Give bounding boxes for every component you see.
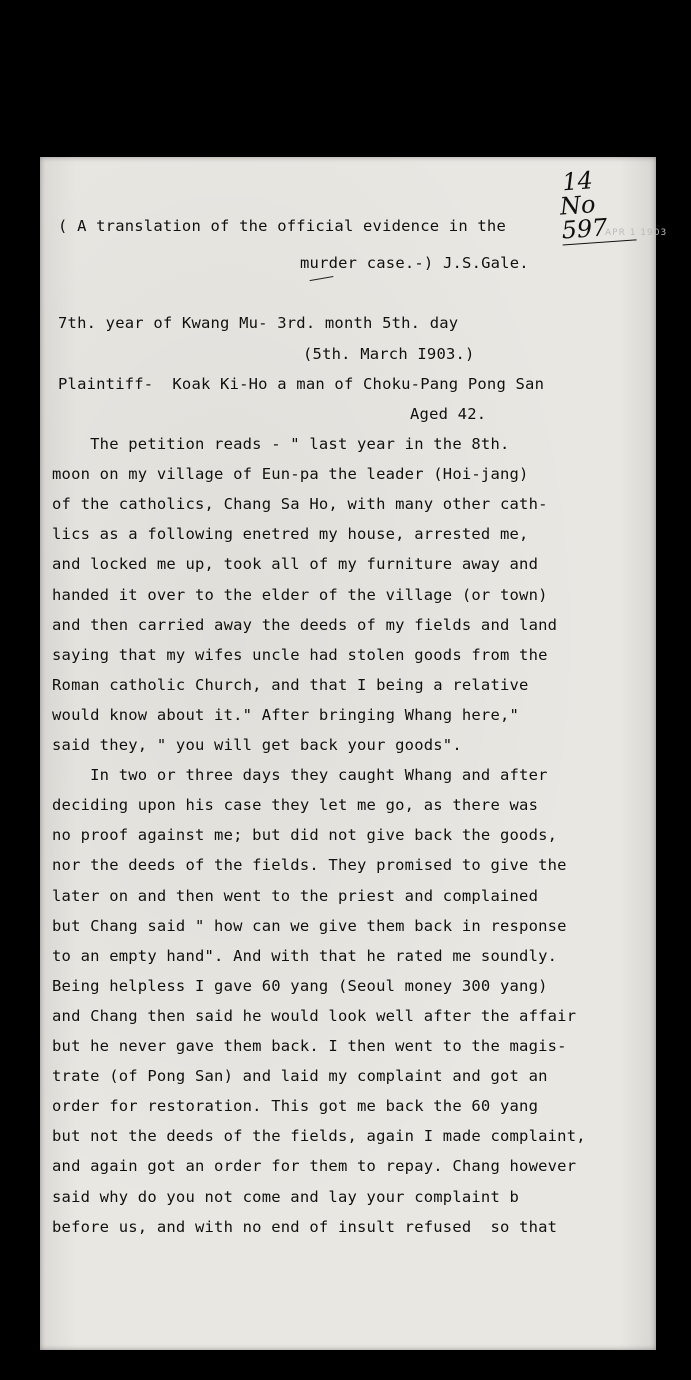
received-stamp: APR 1 1903 (605, 228, 668, 238)
body-line: but Chang said " how can we give them back in response (52, 916, 567, 935)
body-line: deciding upon his case they let me go, as there was (52, 796, 539, 815)
body-line: The petition reads - " last year in the 8th. (52, 435, 510, 453)
body-line: of the catholics, Chang Sa Ho, with many other cath- (52, 495, 548, 514)
body-line: order for restoration. This got me back the 60 yang (52, 1097, 539, 1116)
body-line: no proof against me; but did not give back the goods, (52, 826, 558, 845)
body-line: and locked me up, took all of my furniture away and (52, 555, 539, 574)
date-line-1: 7th. year of Kwang Mu- 3rd. month 5th. day (58, 314, 459, 332)
body-line: saying that my wifes uncle had stolen goods from the (52, 645, 548, 664)
plaintiff-line-1: Plaintiff- Koak Ki-Ho a man of Choku-Pang Pong San (58, 375, 545, 393)
body-line: handed it over to the elder of the village (or town) (52, 585, 548, 604)
body-line: Roman catholic Church, and that I being a relative (52, 675, 529, 694)
body-line: but not the deeds of the fields, again I made complaint, (52, 1127, 586, 1146)
body-line: and Chang then said he would look well after the affair (52, 1006, 577, 1025)
folio-number: 14 (561, 166, 594, 197)
body-line: before us, and with no end of insult refused so that (52, 1217, 558, 1236)
body-line: but he never gave them back. I then went to the magis- (52, 1037, 567, 1055)
body-line: and again got an order for them to repay. Chang however (52, 1157, 577, 1176)
body-line: would know about it." After bringing Whang here," (52, 705, 520, 724)
body-line: to an empty hand". And with that he rated me soundly. (52, 946, 558, 965)
body-line: said why do you not come and lay your complaint b (52, 1187, 520, 1206)
plaintiff-line-2: Aged 42. (410, 405, 487, 423)
body-line: lics as a following enetred my house, arrested me, (52, 525, 529, 544)
reference-number: No 597 (559, 189, 636, 245)
date-line-2: (5th. March I903.) (303, 345, 475, 363)
header-line-1: ( A translation of the official evidence in the (58, 217, 506, 235)
body-line: and then carried away the deeds of my fields and land (52, 615, 558, 634)
body-line: trate (of Pong San) and laid my complaint and got an (52, 1067, 548, 1086)
header-line-2: murder case.-) J.S.Gale. (300, 254, 529, 272)
body-line: nor the deeds of the fields. They promised to give the (52, 856, 567, 875)
body-line: later on and then went to the priest and complained (52, 886, 539, 905)
body-line: Being helpless I gave 60 yang (Seoul money 300 yang) (52, 976, 548, 995)
body-line: moon on my village of Eun-pa the leader (Hoi-jang) (52, 465, 529, 484)
body-line: In two or three days they caught Whang and after (52, 766, 548, 785)
body-line: said they, " you will get back your goods". (52, 736, 462, 754)
